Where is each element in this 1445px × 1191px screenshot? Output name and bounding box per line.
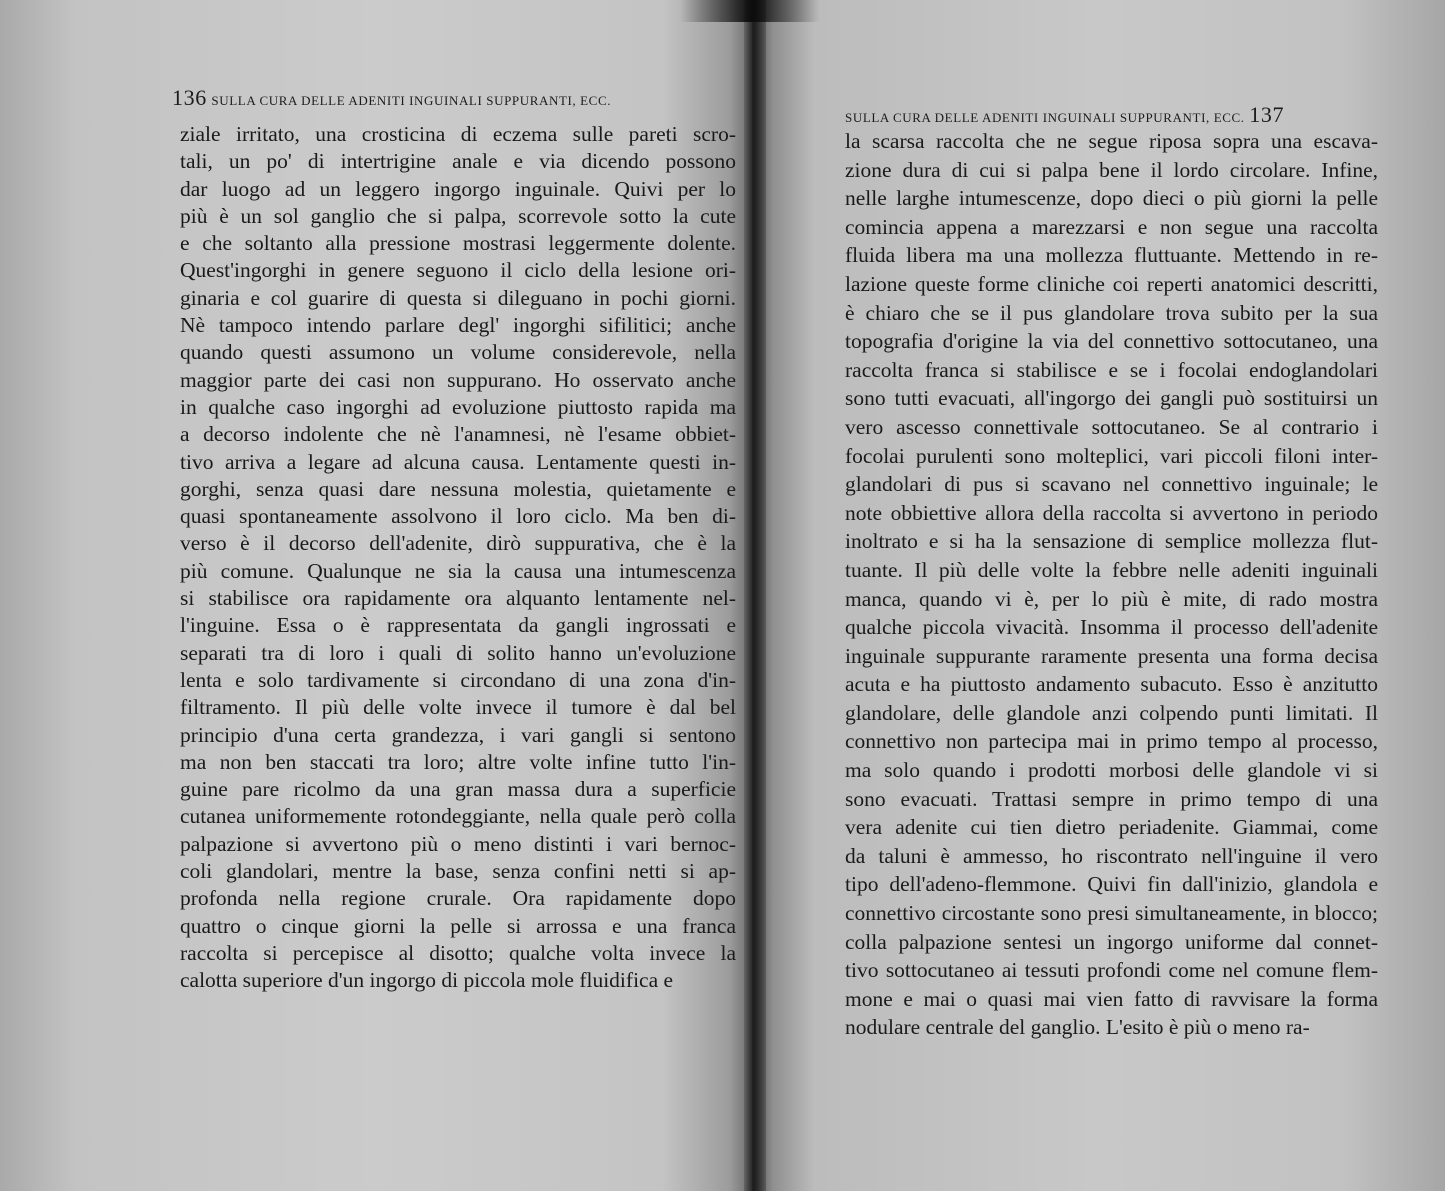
text-line: in qualche caso ingorghi ad evoluzione piuttosto rapida ma — [180, 394, 736, 419]
text-line: quasi spontaneamente assolvono il loro ciclo. Ma ben di- — [180, 504, 736, 529]
text-line: palpazione si avvertono più o meno distinti i vari bernoc- — [180, 831, 736, 856]
text-line: ziale irritato, una crosticina di eczema sulle pareti scro- — [180, 122, 736, 146]
book-gutter — [744, 0, 766, 1191]
text-line: lazione queste forme cliniche coi reperti anatomici descritti, — [845, 271, 1378, 296]
text-line: maggior parte dei casi non suppurano. Ho osservato anche — [180, 367, 736, 392]
text-line: ma non ben staccati tra loro; altre volte infine tutto l'in- — [180, 749, 736, 774]
text-line: zione dura di cui si palpa bene il lordo circolare. Infine, — [845, 157, 1378, 182]
text-line: manca, quando vi è, per lo più è mite, di rado mostra — [845, 586, 1378, 611]
text-line: raccolta si percepisce al disotto; qualche volta invece la — [180, 940, 736, 965]
text-line: colla palpazione sentesi un ingorgo uniforme dal connet- — [845, 929, 1378, 954]
text-line: ginaria e col guarire di questa si dileguano in pochi giorni. — [180, 285, 736, 310]
text-line: tipo dell'adeno-flemmone. Quivi fin dall'inizio, glandola e — [845, 872, 1378, 897]
text-line: coli glandolari, mentre la base, senza confini netti si ap- — [180, 859, 736, 884]
text-line: filtramento. Il più delle volte invece il tumore è dal bel — [180, 695, 736, 720]
text-line: note obbiettive allora della raccolta si avvertono in periodo — [845, 500, 1378, 525]
text-line: più è un sol ganglio che si palpa, scorrevole sotto la cute — [180, 203, 736, 228]
text-line: qualche piccola vivacità. Insomma il processo dell'adenite — [845, 615, 1378, 640]
left-body-text — [180, 121, 736, 995]
text-line: più comune. Qualunque ne sia la causa una intumescenza — [180, 558, 736, 583]
text-line: gorghi, senza quasi dare nessuna molestia, quietamente e — [180, 476, 736, 501]
text-line: glandolare, delle glandole anzi colpendo punti limitati. Il — [845, 700, 1378, 725]
text-line: e che soltanto alla pressione mostrasi leggermente dolente. — [180, 231, 736, 256]
text-line: è chiaro che se il pus glandolare trova subito per la sua — [845, 300, 1378, 325]
text-line: tuante. Il più delle volte la febbre nelle adeniti inguinali — [845, 557, 1378, 582]
binding-shadow — [680, 0, 820, 22]
text-line: calotta superiore d'un ingorgo di piccola mole fluidifica e — [180, 968, 674, 993]
text-line: lenta e solo tardivamente si circondano di una zona d'in- — [180, 667, 736, 692]
text-line: principio d'una certa grandezza, i vari gangli si sentono — [180, 722, 736, 747]
text-line: verso è il decorso dell'adenite, dirò suppurativa, che è la — [180, 531, 736, 556]
text-line: connettivo non partecipa mai in primo tempo al processo, — [845, 729, 1378, 754]
right-body-text — [845, 127, 1378, 1042]
text-line: profonda nella regione crurale. Ora rapidamente dopo — [180, 886, 736, 911]
text-line: sono evacuati. Trattasi sempre in primo tempo di una — [845, 786, 1378, 811]
text-line: nelle larghe intumescenze, dopo dieci o più giorni la pelle — [845, 186, 1378, 211]
text-line: si stabilisce ora rapidamente ora alquanto lentamente nel- — [180, 586, 736, 611]
text-line: comincia appena a marezzarsi e non segue una raccolta — [845, 214, 1378, 239]
text-line: inguinale suppurante raramente presenta una forma decisa — [845, 643, 1378, 668]
right-running-head-text: SULLA CURA DELLE ADENITI INGUINALI SUPPURANTI, ECC. — [845, 110, 1245, 125]
text-line: nodulare centrale del ganglio. L'esito è più o meno ra- — [845, 1015, 1310, 1040]
text-line: connettivo circostante sono presi simultaneamente, in blocco; — [845, 901, 1378, 926]
left-page-number: 136 — [172, 85, 207, 110]
right-running-head — [845, 102, 1284, 128]
text-line: inoltrato e si ha la sensazione di semplice mollezza flut- — [845, 529, 1378, 554]
text-line: a decorso indolente che nè l'anamnesi, nè l'esame obbiet- — [180, 422, 736, 447]
left-running-head-text: SULLA CURA DELLE ADENITI INGUINALI SUPPURANTI, ECC. — [211, 93, 612, 108]
text-line: topografia d'origine la via del connettivo sottocutaneo, una — [845, 329, 1378, 354]
right-page-number: 137 — [1249, 102, 1285, 127]
text-line: separati tra di loro i quali di solito hanno un'evoluzione — [180, 640, 736, 665]
text-line: l'inguine. Essa o è rappresentata da gangli ingrossati e — [180, 613, 736, 638]
text-line: tivo arriva a legare ad alcuna causa. Lentamente questi in- — [180, 449, 736, 474]
text-line: acuta e ha piuttosto andamento subacuto. Esso è anzitutto — [845, 672, 1378, 697]
text-line: dar luogo ad un leggero ingorgo inguinale. Quivi per lo — [180, 176, 736, 201]
text-line: tivo sottocutaneo ai tessuti profondi come nel comune flem- — [845, 958, 1378, 983]
text-line: tali, un po' di intertrigine anale e via dicendo possono — [180, 149, 736, 174]
text-line: fluida libera ma una mollezza fluttuante. Mettendo in re- — [845, 243, 1378, 268]
text-line: Quest'ingorghi in genere seguono il ciclo della lesione ori- — [180, 258, 736, 283]
text-line: ma solo quando i prodotti morbosi delle glandole vi si — [845, 758, 1378, 783]
text-line: focolai purulenti sono molteplici, vari piccoli filoni inter- — [845, 443, 1378, 468]
text-line: guine pare ricolmo da una gran massa dura a superficie — [180, 777, 736, 802]
text-line: la scarsa raccolta che ne segue riposa sopra una escava- — [845, 129, 1378, 153]
text-line: mone e mai o quasi mai vien fatto di ravvisare la forma — [845, 986, 1378, 1011]
text-line: quando questi assumono un volume considerevole, nella — [180, 340, 736, 365]
text-line: vera adenite cui tien dietro periadenite. Giammai, come — [845, 815, 1378, 840]
text-line: raccolta franca si stabilisce e se i focolai endoglandolari — [845, 357, 1378, 382]
text-line: da taluni è ammesso, ho riscontrato nell'inguine il vero — [845, 843, 1378, 868]
text-line: quattro o cinque giorni la pelle si arrossa e una franca — [180, 913, 736, 938]
text-line: Nè tampoco intendo parlare degl' ingorghi sifilitici; anche — [180, 313, 736, 338]
left-running-head — [172, 85, 611, 111]
text-line: vero ascesso connettivale sottocutaneo. Se al contrario i — [845, 414, 1378, 439]
text-line: sono tutti evacuati, all'ingorgo dei gangli può sostituirsi un — [845, 386, 1378, 411]
text-line: glandolari di pus si scavano nel connettivo inguinale; le — [845, 472, 1378, 497]
text-line: cutanea uniformemente rotondeggiante, nella quale però colla — [180, 804, 736, 829]
